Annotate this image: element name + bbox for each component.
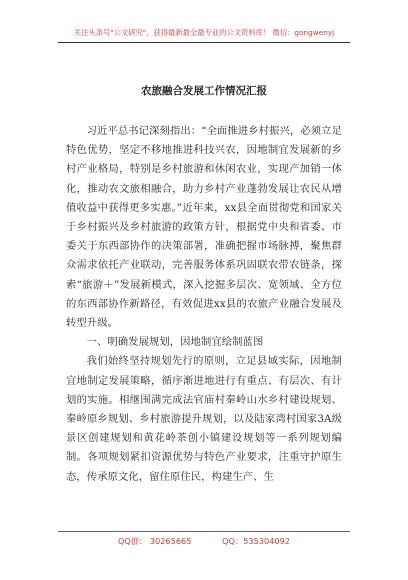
document-title: 农旅融合发展工作情况汇报 [141,85,267,97]
header-note: 关注头条号"公文研究"，获得最新最全最专业的公文资料库！ 微信：gongwenyj [73,28,335,37]
footer-contact [0,536,408,547]
section-heading-1: 一、明确发展规划，因地制宜绘制蓝图 [86,336,264,349]
qq-group-number: QQ群： 30265665 [117,536,192,546]
footer-divider [58,531,350,532]
paragraph-intro: 习近平总书记深刻指出：“全面推进乡村振兴，必须立足特色优势，坚定不移地推进科技兴农，因地制宜发展新的乡村产业格局，特别是乡村旅游和休闲农业，实现产加销一体化，推动农文旅相融合，助力乡村产业蓬勃发展让农民从增值收益中获得更多实惠。”近年来，xx县全面贯彻党和国家关于乡村振兴及乡村旅游的政策方针，根据党中央和省委、市委关于东西部协作的决策部署，准确把握市场脉搏，聚焦群众需求依托产业联动，完善服务体系巩固联农带农链条，探索“旅游＋”发展新模式，深入挖掘多层次、宽领域、全方位的东西部协作新路径，有效促进xx县的农旅产业融合发展及转型升级。 [66,125,342,330]
qq-number: QQ：535304092 [222,536,291,546]
header-divider [58,42,350,43]
document-body [66,122,342,487]
paragraph-section-1: 我们始终坚持规划先行的原则，立足县域实际，因地制宜地制定发展策略，循序渐进地进行有重点、有层次、有计划的实施。相继围满完成法官庙村秦岭山水乡村建设规划、秦岭原乡规划、乡村旅游提升规划，以及陆家湾村国家3A级景区创建规划和黄花岭茶创小镇建设规划等一系列规划编制。各项规划紧扣资源优势与特色产业要求，注重守护原生态，传承原文化，留住原住民，构建生产、生 [66,355,342,483]
